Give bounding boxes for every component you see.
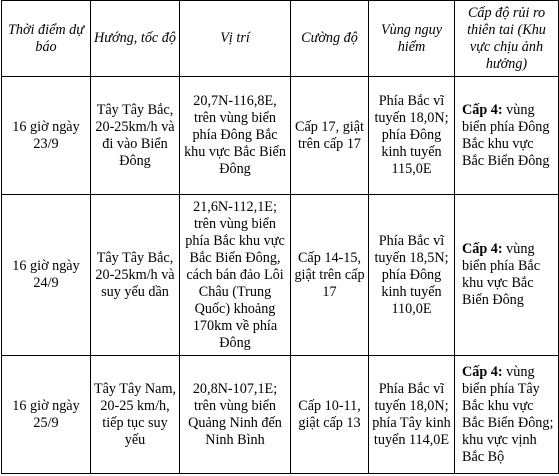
cell-position: 21,6N-112,1E; trên vùng biển phía Bắc khu vực Bắc Biển Đông, cách bán đảo Lôi Châu (Trung Quốc) khoảng 170km về phía Đông [180, 195, 291, 356]
cell-direction-speed: Tây Tây Bắc, 20-25km/h và đi vào Biển Đông [91, 77, 180, 195]
cell-forecast-time: 16 giờ ngày 24/9 [2, 195, 91, 356]
cell-position: 20,7N-116,8E, trên vùng biển phía Đông Bắc khu vực Bắc Biển Đông [180, 77, 291, 195]
storm-forecast-table [1, 0, 559, 474]
header-risk-level: Cấp độ rủi ro thiên tai (Khu vực chịu ảnh hưởng) [455, 1, 559, 77]
cell-position: 20,8N-107,1E; trên vùng biển Quảng Ninh đến Ninh Bình [180, 356, 291, 474]
cell-direction-speed: Tây Tây Nam, 20-25 km/h, tiếp tục suy yếu [91, 356, 180, 474]
risk-area-text: vùng biển phía Tây Bắc khu vực Bắc Biển Đông; khu vực vịnh Bắc Bộ [462, 363, 554, 465]
table-header-row [2, 1, 559, 77]
cell-forecast-time: 16 giờ ngày 25/9 [2, 356, 91, 474]
risk-area-text: vùng biển phía Bắc khu vực Bắc Biển Đông [462, 241, 541, 308]
risk-level-label: Cấp 4: [462, 363, 503, 380]
header-forecast-time: Thời điểm dự báo [2, 1, 91, 77]
cell-risk-level [455, 77, 559, 195]
table-row [2, 77, 559, 195]
risk-level-label: Cấp 4: [462, 101, 503, 118]
header-intensity: Cường độ [291, 1, 369, 77]
cell-danger-zone: Phía Bắc vĩ tuyến 18,5N; phía Đông kinh tuyến 110,0E [369, 195, 455, 356]
cell-forecast-time: 16 giờ ngày 23/9 [2, 77, 91, 195]
cell-risk-level [455, 356, 559, 474]
cell-intensity: Cấp 10-11, giật cấp 13 [291, 356, 369, 474]
header-danger-zone: Vùng nguy hiểm [369, 1, 455, 77]
cell-intensity: Cấp 14-15, giật trên cấp 17 [291, 195, 369, 356]
risk-level-label: Cấp 4: [462, 241, 503, 257]
header-position: Vị trí [180, 1, 291, 77]
cell-direction-speed: Tây Tây Bắc, 20-25km/h và suy yếu dần [91, 195, 180, 356]
cell-intensity: Cấp 17, giật trên cấp 17 [291, 77, 369, 195]
cell-danger-zone: Phía Bắc vĩ tuyến 18,0N; phía Tây kinh tuyến 114,0E [369, 356, 455, 474]
cell-risk-level [455, 195, 559, 356]
table-row [2, 195, 559, 356]
risk-area-text: vùng biển phía Đông Bắc khu vực Bắc Biển Đông [462, 101, 550, 169]
cell-danger-zone: Phía Bắc vĩ tuyến 18,0N; phía Đông kinh tuyến 115,0E [369, 77, 455, 195]
header-direction-speed: Hướng, tốc độ [91, 1, 180, 77]
table-row [2, 356, 559, 474]
